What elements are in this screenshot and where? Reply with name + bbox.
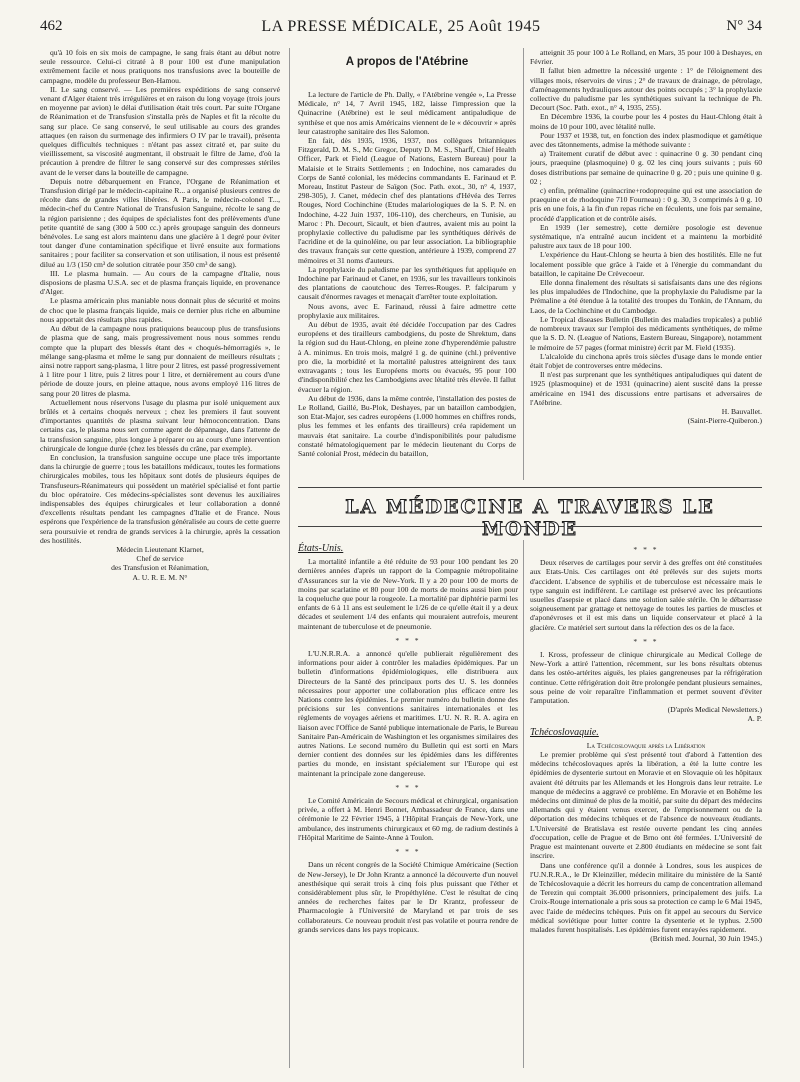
author-signature: H. Bauvallet. bbox=[721, 406, 762, 416]
paragraph: Au début de 1935, avait été décidée l'occupation par des Cadres européens et des tirailleurs cambodgiens, du poste de Shrektum, dans la région sud du Haut-Chlong, en pleine zone d'hyperendémie palustre à A. minimus. En trois mois, malgré 1 g. de quinine (chl.) préventive pro die, la morbidité et la mortalité palustres atteignirent des taux extravagants ; tous les Européens morts ou évacués, 95 pour 100 d'indisponibilité chez les Cambodgiens avec létalité très élevée. Il fallut évacuer la région. bbox=[298, 320, 516, 394]
paragraph: La lecture de l'article de Ph. Dally, « l'Atébrine vengée », La Presse Médicale, n° 14, 7 Avril 1945, 182, laisse l'impression que la Quinacrine (Atébrine) est le seul médicament antipaludique de synthèse et que nos amis Américains viennent de le « découvrir » après leur catastrophe sanitaire des Iles Salomon. bbox=[298, 90, 516, 136]
paragraph: atteignit 35 pour 100 à Le Rolland, en Mars, 35 pour 100 à Deshayes, en Février. bbox=[530, 48, 762, 67]
paragraph: Il fallut bien admettre la nécessité urgente : 1° de l'éloignement des villages mois, réservoirs de virus ; 2° de travaux de drainage, de pétrolage, d'aménagements hydrauliques autour des points occupés ; 3° la prophylaxie collective du paludisme par les synthétiques suivant la technique de Ph. Decourt (Soc. Path. exot., n° 4, 1935, 255). bbox=[530, 66, 762, 113]
author-code: A. U. R. E. M. N° bbox=[132, 572, 188, 582]
paragraph: Au début de la campagne nous pratiquions beaucoup plus de transfusions de plasma que de sang, mais progressivement nous nous sommes rendu compte que la plupart des blessés étant des « choqués-hémorragiés », le mélange sang-plasma et même le sang pur donnaient de meilleurs résultats ; ainsi notre rapport sang-plasma, 1 litre pour 2 litres, est passé progressivement à 1 litre pour 1 litre, puis 2 litres pour 1 litre, et dernièrement au cours d'une période de douze jours, en pleine attaque, nous avons employé 116 litres de sang pour 20 litres de plasma. bbox=[40, 324, 280, 398]
paragraph: a) Traitement curatif de début avec : quinacrine 0 g. 30 pendant cinq jours, praequine (plasmoquine) 0 g. 02 les cinq jours suivants ; puis 60 doses distributions par semaine de quinacrine 0 g. 20 ; puis une quinine 0 g. 02 ; bbox=[530, 149, 762, 186]
column-divider bbox=[289, 48, 290, 1068]
column-center-top bbox=[298, 90, 516, 480]
section-banner bbox=[298, 487, 762, 540]
paragraph: En conclusion, la transfusion sanguine occupe une place très importante dans la chirurgie de guerre ; tous les bataillons médicaux, toutes les formations chirurgicales mobiles, tous les hôpitaux sont dotés de plusieurs équipes de Transfuseurs-Réanimateurs qui possèdent un matériel spécialisé et font partie du bloc opératoire. Ces médecins-spécialistes sont devenus les auxiliaires indispensables des équipes chirurgicales et leur collaboration a donné d'excellents résultats pendant les campagnes d'Italie et de France. Nous espérons que l'expérience de la transfusion généralisée au cours de cette guerre sera poursuivie et rendra de grands services à la chirurgie, après la cessation des hostilités. bbox=[40, 452, 280, 545]
column-divider bbox=[523, 540, 524, 1068]
paragraph: L'alcaloïde du cinchona après trois siècles d'usage dans le monde entier était l'objet de controverses entre médecins. bbox=[530, 351, 762, 370]
paragraph: Le Tropical diseases Bulletin (Bulletin des maladies tropicales) a publié de nombreux travaux sur l'emploi des médicaments synthétiques, de même que la S. D. N. (League of Nations, Eastern Bureau, Singapore), notamment le mémoire de 57 pages (format ministre) écrit par M. Field (1935). bbox=[530, 314, 762, 352]
paragraph: L'expérience du Haut-Chlong se heurta à bien des hostilités. Elle ne fut localement possible que grâce à l'aide et à l'énergie du commandant du bataillon, le capitaine De Crèvecoeur. bbox=[530, 250, 762, 278]
paragraph: Elle donna finalement des résultats si satisfaisants dans une des régions les plus impaludées de l'Indochine, que la prophylaxie du Paludisme par la Prémaline a été étendue à la totalité des troupes du Tonkin, de l'Annam, du Laos, de la Cochinchine et du Cambodge. bbox=[530, 278, 762, 315]
column-left bbox=[40, 48, 280, 1068]
paragraph: Depuis notre débarquement en France, l'Organe de Réanimation et Transfusion dirigé par le médecin-capitaine R... a organisé plusieurs centres de récolte dans de grandes villes libérées. A Paris, le médecin-colonel T..., médecin-chef du Centre National de Transfusion Sanguine, récolte le sang de la région parisienne ; des équipes de spécialistes font des prélèvements d'une petite quantité de sang (300 à 500 cc.) après groupage sanguin des donneurs bénévoles. Le sang est alors maintenu dans une glacière à 1 degré pour éviter tout danger d'une contamination spécifique et livré ensuite aux formations sanitaires ; pour faciliter sa conservation et son utilisation, il nous est présenté dilué au 1/3 (150 cm³ de solution citratée pour 350 cm³ de sang). bbox=[40, 176, 280, 269]
paragraph: II. Le sang conservé. — Les premières expéditions de sang conservé venant d'Alger étaient très irrégulières et en raison du long voyage (trois jours en moyenne par avion) le délai d'utilisation était très court. Par suite l'Organe de Réanimation et de Transfusion s'installa près de Naples et fit la récolte du sang sur place. Ce sang conservé, le seul utilisable au cours des grandes attaques (en raison du surmenage des infirmiers O IV par le travail), présenta quelques difficultés techniques : n'étant pas assez citraté et, par suite du vieillissement, sa viscosité augmentant, il obstruait le filtre de Jame, d'où la précaution à prendre de filtrer le sang conservé sur des compresses stériles avant de le verser dans la bouteille de campagne. bbox=[40, 84, 280, 177]
journal-title: LA PRESSE MÉDICALE, 25 Août 1945 bbox=[261, 18, 541, 35]
section-banner-title: LA MÉDECINE A TRAVERS LE MONDE bbox=[345, 496, 715, 540]
paragraph: Deux réserves de cartilages pour servir à des greffes ont été constituées aux Etats-Unis. Ces cartilages ont été prélevés sur des sujets morts d'accident. L'absence de syphilis et de tuberculose est nécessaire mais le type sanguin est indifférent. Le cartilage est préservé avec les précautions usuelles d'asepsie et placé dans une solution salée stérile. On le débarrasse soigneusement par grattage et nettoyage de toutes les parties de muscles et d'aponévroses et il est mis dans un liquide conservateur et placé à la glacière. Ce matériel sert surtout dans la réfection des os de la face. bbox=[530, 558, 762, 632]
separator-stars: * * * bbox=[395, 635, 421, 645]
author-unit: des Transfusion et Réanimation, bbox=[111, 563, 209, 573]
separator-stars: * * * bbox=[395, 847, 421, 857]
paragraph: I. Kross, professeur de clinique chirurgicale au Medical College de New-York a attiré l'attention, récemment, sur les bons résultats obtenus dans les ostéo-artérites aiguës, les plaies gangreneuses par la réfrigération continue. Cette réfrigération doit être prolongée pendant plusieurs semaines, sous peine de voir reparaître l'inflammation et permet souvent d'éviter l'amputation. bbox=[530, 650, 762, 706]
author-place: (Saint-Pierre-Quiberon.) bbox=[687, 416, 762, 426]
paragraph: Pour 1937 et 1938, tut, en fonction des index plasmodique et gamétique avec des tâtonnements, admise la méthode suivante : bbox=[530, 130, 762, 150]
paragraph: Il n'est pas surprenant que les synthétiques antipaludiques qui datent de 1925 (plasmoquine) et de 1931 (quinacrine) aient suscité dans la presse américaine en 1941 des discussions entre partisans et adversaires de l'Atébrine. bbox=[530, 370, 762, 407]
column-center-bottom bbox=[298, 540, 518, 1068]
paragraph: III. Le plasma humain. — Au cours de la campagne d'Italie, nous disposions de plasma U.S.A. sec et de plasma français liquide, en provenance d'Alger. bbox=[40, 268, 280, 297]
source-citation: (British med. Journal, 30 Juin 1945.) bbox=[650, 934, 762, 944]
page-header bbox=[40, 18, 762, 38]
paragraph: Dans un récent congrès de la Société Chimique Américaine (Section de New-Jersey), le Dr John Krantz a annoncé la découverte d'un nouvel anesthésique qui serait trois à cinq fois plus puissant que l'éther et considérablement plus sûr, le Propéthyléne. C'est le résultat de cinq années de recherches faites par le Dr Krantz, professeur de Pharmacologie à l'Université de Maryland et par trois de ses collaborateurs. Ce nouveau produit n'est pas volatile et pourra rendre de grands services dans les pays tropicaux. bbox=[298, 860, 518, 934]
paragraph: Actuellement nous réservons l'usage du plasma pur isolé uniquement aux brûlés et à certains choqués nerveux ; chez les premiers il faut souvent d'importantes quantités de plasma suivant leur hémoconcentration. Dans certains cas, le plasma nous sert comme agent de dépannage, dans l'attente de la transfusion sanguine, plus longue à préparer ou au cours d'une intervention chirurgicale de longue durée (chez les blessés du crâne, par exemple). bbox=[40, 397, 280, 453]
author-role: Chef de service bbox=[136, 554, 184, 564]
source-citation: (D'après Medical Newsletters.) bbox=[667, 705, 762, 715]
paragraph: Le plasma américain plus maniable nous donnait plus de sécurité et moins de choc que le plasma français liquide, mais ce dernier plus riche en albumine nous apportait des résultats plus rapides. bbox=[40, 296, 280, 324]
paragraph: Au début de 1936, dans la même contrée, l'installation des postes de Le Rolland, Gaillé, Bu-Plok, Deshayes, par un bataillon cambodgien, son Etat-Major, ses cadres européens (1.000 hommes en chiffres ronds, plus les femmes et les enfants des tirailleurs) créa rapidement un mauvais état sanitaire. La courbe d'indisponibilités pour paludisme constaté hématologiquement par le médecin lieutenant du Corps de Santé colonial Prost, médecin du bataillon, bbox=[298, 393, 516, 458]
country-rubric: Tchécoslovaquie. bbox=[530, 726, 599, 738]
article-title: A propos de l'Atébrine bbox=[345, 56, 469, 68]
issue-number: N° 34 bbox=[726, 18, 762, 34]
paragraph: Dans une conférence qu'il a donnée à Londres, sous les auspices de l'U.N.R.R.A., le Dr Kleinziller, médecin militaire du ministère de la Santé de Tchécoslovaquie a décrit les horreurs du camp de concentration allemand de Terezin qui comptait 36.000 prisonniers, principalement des juifs. La Croix-Rouge internationale a pris sous sa protection ce camp le 6 Mai 1945, avec l'aide de médecins tchèques. Puis on fit appel au secours du Service médical soviétique pour lutter contre la dysenterie et le typhus. 2.500 malades furent hospitalisés. Les épidémies furent enrayées rapidement. bbox=[530, 860, 762, 934]
paragraph: c) enfin, prémaline (quinacrine+rodoprequine qui est une association de praequine et de rhodoquine 710 Fourneau) : 0 g. 30, 3 comprimés à 0 g. 10 pris en une fois, à la fin d'un repas riche en féculents, une fois par semaine, procédé d'application et de contrôle aisés. bbox=[530, 186, 762, 223]
page-number: 462 bbox=[40, 18, 63, 34]
author-signature: Médecin Lieutenant Klarnet, bbox=[116, 544, 204, 554]
paragraph: Nous avons, avec E. Farinaud, réussi à faire admettre cette prophylaxie aux militaires. bbox=[298, 301, 516, 320]
paragraph: La mortalité infantile a été réduite de 93 pour 100 pendant les 20 dernières années d'après un rapport de la Compagnie métropolitaine d'Assurances sur la vie de New-York. Il y a 20 pour 100 de morts de moins par scarlatine et 80 pour 100 de morts de moins aussi bien pour la coqueluche que pour la rougeole. La mortalité par diphtérie parmi les enfants de 6 à 11 ans est seulement le 1/26 de ce qu'elle était il y a deux décades et seulement 1/4 des enfants qui mouraient autrefois, meurent maintenant de tuberculose et de pneumonie. bbox=[298, 557, 518, 631]
paragraph: Le premier problème qui s'est présenté tout d'abord à l'attention des médecins tchécoslovaques après la libération, a été la lutte contre les épidémies de dysenterie surtout en Moravie et en Slovaquie où les hôpitaux avaient été détruits par les Allemands et les Hongrois dans leur retraite. Le manque de médecins a aggravé ce problème. En Moravie et en Bohême les médecins ont diminué de plus de la moitié, par suite du départ des médecins allemands qui y étaient venus exercer, de l'emprisonnement ou de la déportation des médecins tchèques et de l'absence de nouveaux étudiants. L'Université de Bratislava est restée ouverte pendant les cinq années d'occupation, celle de Prague et de Brno ont été fermées. L'Université de Prague est maintenant ouverte et 2.800 étudiants en médecine se sont fait inscrire. bbox=[530, 750, 762, 861]
paragraph: qu'à 10 fois en six mois de campagne, le sang frais étant au début notre seule ressource. Celui-ci citraté à 8 pour 100 est d'une manipulation extrêmement facile et nous pratiquons nos transfusions avec la bouteille de campagne, modèle du professeur Ben-Hamou. bbox=[40, 48, 280, 85]
column-divider bbox=[523, 48, 524, 480]
paragraph: En Décembre 1936, la courbe pour les 4 postes du Haut-Chlong était à moins de 10 pour 100, avec létalité nulle. bbox=[530, 112, 762, 131]
column-right-bottom bbox=[530, 540, 762, 1068]
column-right-top bbox=[530, 48, 762, 480]
separator-stars: * * * bbox=[395, 782, 421, 792]
separator-stars: * * * bbox=[633, 545, 659, 554]
country-rubric: États-Unis. bbox=[298, 543, 344, 554]
subheading: La Tchécoslovaquie après la Libération bbox=[586, 740, 706, 750]
paragraph: La prophylaxie du paludisme par les synthétiques fut appliquée en Indochine par Farinaud et Canet, en 1936, sur les travailleurs tonkinois des plantations de caoutchouc des Terres-Rouges. P. falciparum y causait d'énormes ravages et menaçait d'arrêter toute exploitation. bbox=[298, 264, 516, 302]
separator-stars: * * * bbox=[633, 636, 659, 646]
paragraph: Le Comité Américain de Secours médical et chirurgical, organisation privée, a offert à M. Henri Bonnet, Ambassadeur de France, dans une cérémonie le 22 Février 1945, à l'Hôpital Français de New-York, une ambulance, des instruments chirurgicaux et 60 mg. de radium destinés à l'Hôpital Maritime de Sainte-Anne à Toulon. bbox=[298, 796, 518, 842]
paragraph: En 1939 (1er semestre), cette dernière posologie est devenue systématique, n'a entraîné aucun incident et a maintenu la morbidité palustre aux taux de 18 pour 100. bbox=[530, 222, 762, 251]
author-initials: A. P. bbox=[747, 714, 762, 724]
paragraph: En fait, dès 1935, 1936, 1937, nos collègues britanniques Fitzgerald, D. M. S., Mc Gregor, Deputy D. M. S., Sharff, Chief Health Officer, Park et Field (League of Nations, Eastern Bureau) pour la Malaisie et le Straits Settlements ; en Indochine, nos camarades du Corps de Santé colonial, les médecins commandants E. Farinaud et P. Moreau, Institut Pasteur de Saïgon (Soc. Path. exot., 30, n° 4, 1937, 298-305), J. Canet, médecin chef des plantations d'Hévéa des Terres Rouges, Nord Cochinchine (Etudes malariologiques de la S. P. N. en Indochine, 4-22 Juin 1937, 106-110), des chercheurs, en Tunisie, au Maroc : Ph. Decourt, Sicault, et bien d'autres, avaient mis au point la prophylaxie collective du paludisme par les synthétiques dérivés de l'acridine et de la quinoléine, ou par leur association. La bibliographie des travaux français sur cette question, antérieure à 1939, comprend 27 mémoires et 31 noms d'auteurs. bbox=[298, 136, 516, 265]
paragraph: L'U.N.R.R.A. a annoncé qu'elle publierait régulièrement des informations pour aider à contrôler les maladies épidémiques. Par un bulletin d'informations épidémiologiques, elle distribuera aux Directeurs de la Santé des principaux ports des U. S. les données nécessaires pour apporter une collaboration plus efficace entre les Nations contre les épidémies. Le premier numéro du bulletin donne des précisions sur les conventions sanitaires internationales et les règlements de voyages aériens et maritimes. L'U. N. R. R. A. agira en liaison avec l'Office de Santé publique internationale de Paris, le Bureau Sanitaire Pan-Américain de Washington et les organismes similaires des autres Nations. Le second numéro du Bulletin qui est sorti en Mars dernier contient des données sur les épidémies dans les différentes parties du monde, en insistant spécialement sur l'Europe qui est maintenant la principale zone dangereuse. bbox=[298, 649, 518, 778]
